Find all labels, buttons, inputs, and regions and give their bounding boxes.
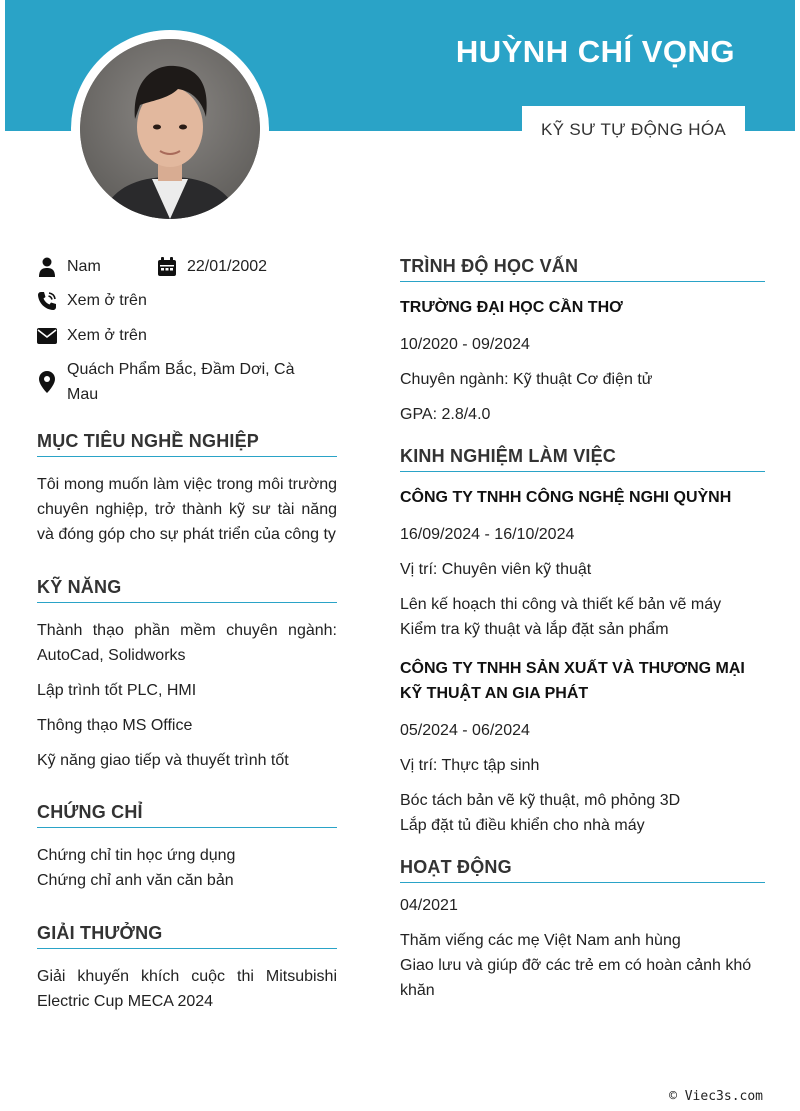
job-task: Lên kế hoạch thi công và thiết kế bản vẽ máy (400, 596, 722, 613)
activities-title: HOẠT ĐỘNG (400, 855, 765, 883)
phone-value: Xem ở trên (67, 292, 147, 309)
objective-title: MỤC TIÊU NGHỀ NGHIỆP (37, 429, 337, 457)
skill-item: Kỹ năng giao tiếp và thuyết trình tốt (37, 752, 289, 769)
phone-row (37, 288, 337, 313)
certificate-item: Chứng chỉ tin học ứng dụng (37, 847, 236, 864)
skill-item: Thành thạo phần mềm chuyên ngành: AutoCad, Solidworks (37, 622, 337, 664)
experience-title: KINH NGHIỆM LÀM VIỆC (400, 444, 765, 472)
awards-title: GIẢI THƯỞNG (37, 921, 337, 949)
left-column (37, 254, 337, 1014)
job-period: 16/09/2024 - 16/10/2024 (400, 526, 575, 543)
job-position: Vị trí: Thực tập sinh (400, 757, 540, 774)
right-column (400, 254, 765, 1003)
address-value: Quách Phẩm Bắc, Đầm Dơi, Cà Mau (67, 361, 295, 403)
birthdate-value: 22/01/2002 (187, 258, 268, 275)
job-task: Kiểm tra kỹ thuật và lắp đặt sản phẩm (400, 621, 669, 638)
gender-row (37, 254, 157, 279)
company-name: CÔNG TY TNHH SẢN XUẤT VÀ THƯƠNG MẠI KỸ THUẬT AN GIA PHÁT (400, 660, 745, 702)
gender-value: Nam (67, 258, 101, 275)
activity-item: Thăm viếng các mẹ Việt Nam anh hùng (400, 932, 681, 949)
avatar (80, 39, 260, 219)
education-title: TRÌNH ĐỘ HỌC VẤN (400, 254, 765, 282)
certificates-title: CHỨNG CHỈ (37, 800, 337, 828)
watermark: © Viec3s.com (669, 1089, 763, 1104)
job-task: Bóc tách bản vẽ kỹ thuật, mô phỏng 3D (400, 792, 681, 809)
email-row (37, 323, 337, 348)
location-pin-icon (37, 357, 57, 407)
birthdate-row (157, 254, 267, 279)
email-value: Xem ở trên (67, 327, 147, 344)
calendar-icon (157, 254, 177, 279)
objective-text: Tôi mong muốn làm việc trong môi trường chuyên nghiệp, trở thành kỹ sư tài năng và đóng góp cho sự phát triển của công ty (37, 476, 337, 543)
contact-row-1 (37, 254, 337, 279)
candidate-name: HUỲNH CHÍ VỌNG (455, 34, 735, 69)
skill-item: Lập trình tốt PLC, HMI (37, 682, 197, 699)
activity-date: 04/2021 (400, 897, 458, 914)
user-icon (37, 254, 57, 279)
activity-item: Giao lưu và giúp đỡ các trẻ em có hoàn cảnh khó khăn (400, 957, 752, 999)
skill-item: Thông thạo MS Office (37, 717, 193, 734)
education-gpa: GPA: 2.8/4.0 (400, 406, 491, 423)
job-title: KỸ SƯ TỰ ĐỘNG HÓA (541, 120, 726, 139)
avatar-frame (71, 30, 269, 228)
award-text: Giải khuyến khích cuộc thi Mitsubishi Electric Cup MECA 2024 (37, 968, 337, 1010)
school-name: TRƯỜNG ĐẠI HỌC CẦN THƠ (400, 299, 623, 316)
job-position: Vị trí: Chuyên viên kỹ thuật (400, 561, 592, 578)
education-major: Chuyên ngành: Kỹ thuật Cơ điện tử (400, 371, 653, 388)
address-row (37, 357, 337, 407)
skills-title: KỸ NĂNG (37, 575, 337, 603)
portrait-photo (80, 39, 260, 219)
company-name: CÔNG TY TNHH CÔNG NGHỆ NGHI QUỲNH (400, 489, 732, 506)
phone-icon (37, 288, 57, 313)
job-task: Lắp đặt tủ điều khiển cho nhà máy (400, 817, 645, 834)
role-box (522, 106, 745, 152)
education-period: 10/2020 - 09/2024 (400, 336, 530, 353)
job-period: 05/2024 - 06/2024 (400, 722, 530, 739)
certificate-item: Chứng chỉ anh văn căn bản (37, 872, 234, 889)
envelope-icon (37, 323, 57, 348)
